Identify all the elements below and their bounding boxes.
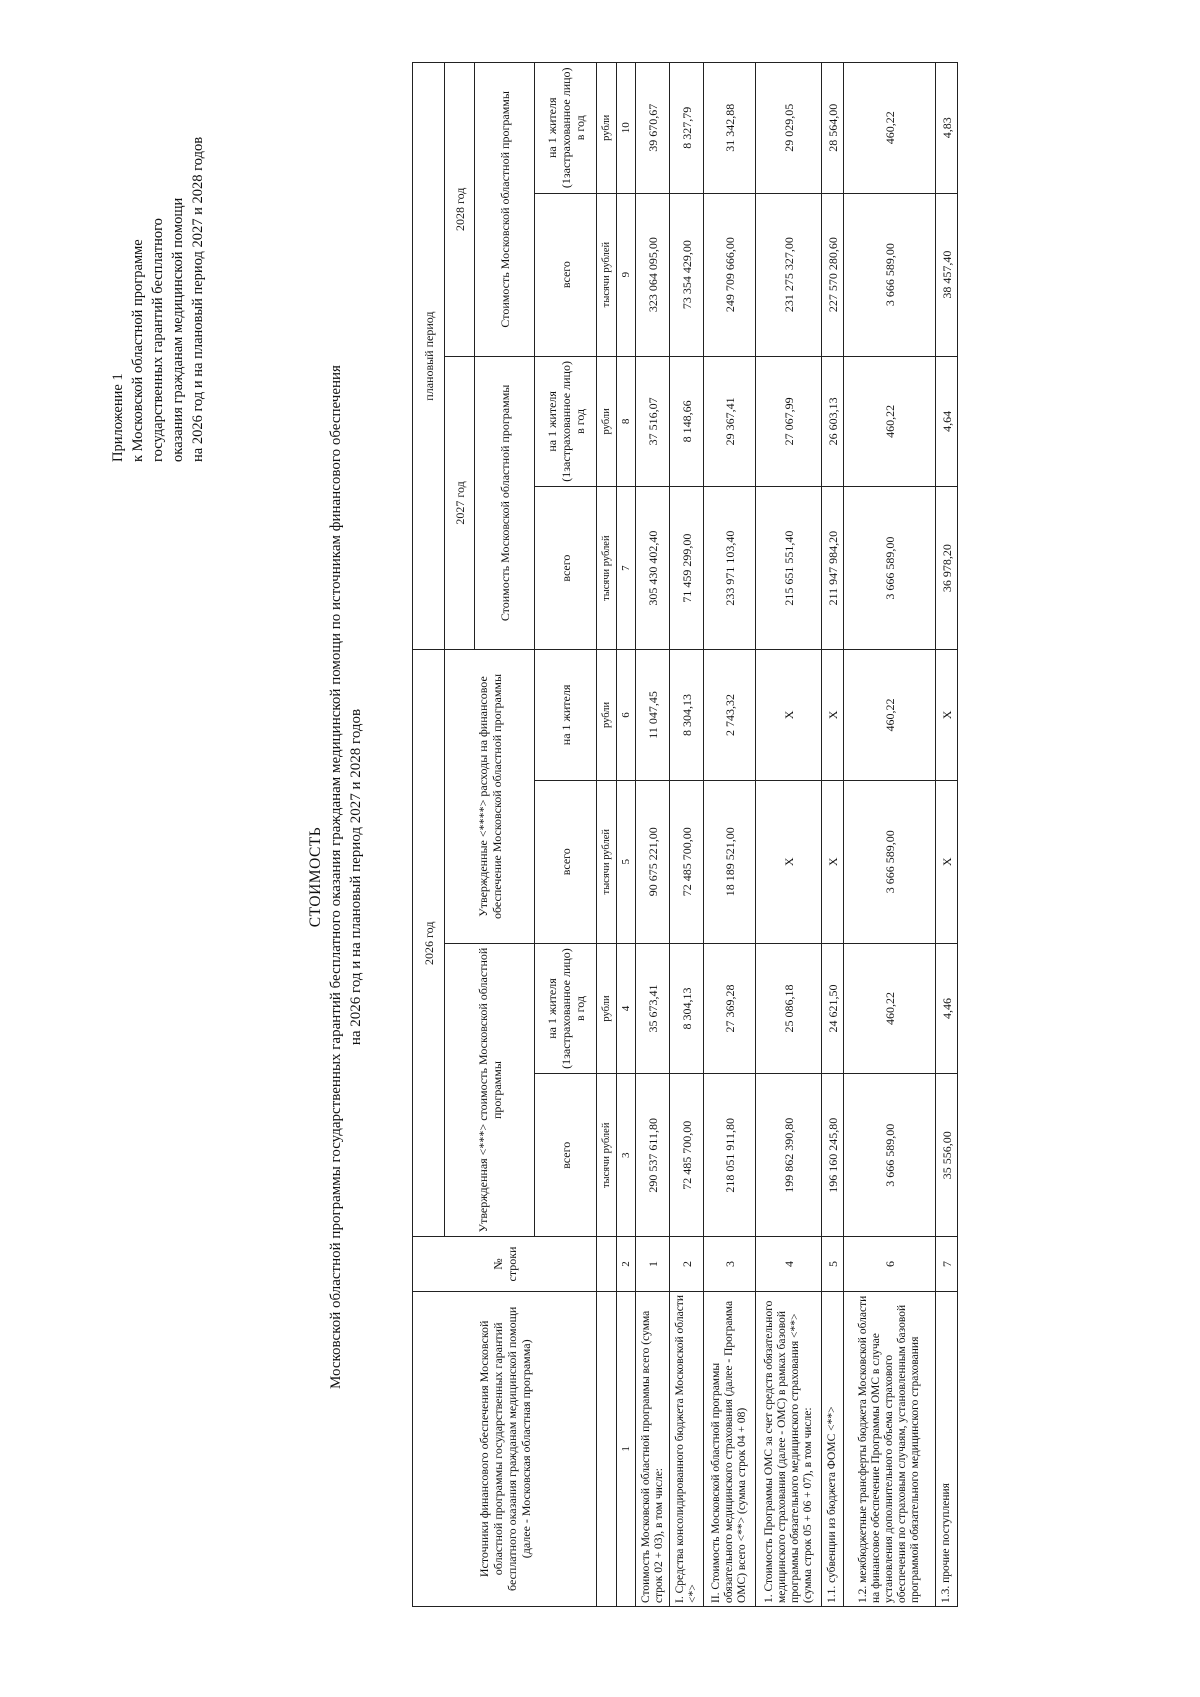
cell-2026-expenses-per-capita: X [756, 650, 822, 780]
table-row [756, 63, 822, 1607]
cell-2027-total: 233 971 103,40 [704, 487, 756, 650]
column-number: 2 [617, 1237, 636, 1291]
table-row [704, 63, 756, 1607]
appendix-line: Приложение 1 [110, 373, 126, 462]
cell-2026-expenses-per-capita: 460,22 [844, 650, 936, 780]
cell-2026-approved-per-capita: 24 621,50 [822, 943, 844, 1073]
header-per-resident: на 1 жителя [535, 650, 597, 780]
header-cost-2027: Стоимость Московской областной программы [475, 356, 535, 650]
cell-2027-total: 211 947 984,20 [822, 487, 844, 650]
column-number: 5 [617, 780, 636, 943]
unit-empty [597, 1237, 617, 1291]
cell-2026-expenses-per-capita: 11 047,45 [636, 650, 670, 780]
column-number: 9 [617, 193, 636, 356]
title-line-2: на 2026 год и на плановый период 2027 и 2028 годов [348, 708, 364, 1046]
unit-label: рубли [597, 356, 617, 486]
cell-2026-approved-per-capita: 25 086,18 [756, 943, 822, 1073]
row-number: 4 [756, 1237, 822, 1291]
row-number: 6 [844, 1237, 936, 1291]
document-title [306, 207, 366, 1547]
cell-2026-approved-total: 218 051 911,80 [704, 1074, 756, 1237]
column-number: 3 [617, 1074, 636, 1237]
cell-2027-per-capita: 4,64 [936, 356, 958, 486]
row-label: II. Стоимость Московской областной программы обязательного медицинского страхования (далее - Программа ОМС) всего <**> (сумма строк 04 + 08) [704, 1291, 756, 1606]
cell-2026-expenses-total: X [756, 780, 822, 943]
row-number: 5 [822, 1237, 844, 1291]
table-row [844, 63, 936, 1607]
cell-2027-total: 305 430 402,40 [636, 487, 670, 650]
unit-label: тысячи рублей [597, 1074, 617, 1237]
cell-2027-total: 215 651 551,40 [756, 487, 822, 650]
unit-label: рубли [597, 63, 617, 194]
cell-2028-total: 38 457,40 [936, 193, 958, 356]
cell-2026-approved-per-capita: 35 673,41 [636, 943, 670, 1073]
header-total: всего [535, 193, 597, 356]
row-number: 2 [670, 1237, 704, 1291]
cell-2026-approved-per-capita: 27 369,28 [704, 943, 756, 1073]
cell-2028-total: 231 275 327,00 [756, 193, 822, 356]
cell-2026-expenses-total: X [822, 780, 844, 943]
row-label: I. Средства консолидированного бюджета Московской области <*> [670, 1291, 704, 1606]
unit-empty [597, 1291, 617, 1606]
row-number: 3 [704, 1237, 756, 1291]
header-cost-2028: Стоимость Московской областной программы [475, 63, 535, 357]
cell-2027-total: 36 978,20 [936, 487, 958, 650]
cell-2026-approved-per-capita: 460,22 [844, 943, 936, 1073]
header-planned-period: плановый период [413, 63, 445, 650]
unit-label: тысячи рублей [597, 780, 617, 943]
column-number: 7 [617, 487, 636, 650]
header-approved-cost: Утвержденная <***> стоимость Московской областной программы [445, 943, 535, 1237]
cell-2026-approved-total: 3 666 589,00 [844, 1074, 936, 1237]
table-row [822, 63, 844, 1607]
row-label: Стоимость Московской областной программы всего (сумма строк 02 + 03), в том числе: [636, 1291, 670, 1606]
cell-2026-expenses-total: X [936, 780, 958, 943]
cell-2026-approved-total: 196 160 245,80 [822, 1074, 844, 1237]
header-total: всего [535, 487, 597, 650]
cell-2028-total: 323 064 095,00 [636, 193, 670, 356]
title-heading: СТОИМОСТЬ [307, 826, 324, 928]
cost-table [412, 62, 958, 1607]
cell-2027-per-capita: 29 367,41 [704, 356, 756, 486]
cell-2026-expenses-total: 72 485 700,00 [670, 780, 704, 943]
cell-2028-per-capita: 31 342,88 [704, 63, 756, 194]
header-source: Источники финансового обеспечения Московской областной программы государственных гарантий бесплатного оказания гражданам медицинской помощи (далее - Московская областная программа) [413, 1291, 597, 1606]
header-per-insured: на 1 жителя (1застрахованное лицо) в год [535, 63, 597, 194]
cell-2027-per-capita: 460,22 [844, 356, 936, 486]
header-row-no: № строки [413, 1237, 597, 1291]
row-label: 1.2. межбюджетные трансферты бюджета Московской области на финансовое обеспечение Программы ОМС в случае установления дополнительного объема страхового обеспечения по страховым случаям, установленным базовой программой обязательного медицинского страхования [844, 1291, 936, 1606]
table-row [936, 63, 958, 1607]
appendix-note [108, 42, 208, 462]
row-number: 7 [936, 1237, 958, 1291]
column-number: 1 [617, 1291, 636, 1606]
header-total: всего [535, 780, 597, 943]
column-number: 6 [617, 650, 636, 780]
cell-2026-approved-per-capita: 4,46 [936, 943, 958, 1073]
unit-label: тысячи рублей [597, 487, 617, 650]
table-row [636, 63, 670, 1607]
cell-2028-per-capita: 39 670,67 [636, 63, 670, 194]
cell-2027-per-capita: 37 516,07 [636, 356, 670, 486]
header-year-2028: 2028 год [445, 63, 475, 357]
row-label: 1. Стоимость Программы ОМС за счет средств обязательного медицинского страхования (далее - ОМС) в рамках базовой программы обязательного медицинского страхования <**> (сумма строк 05 + 06 + 07), в том числе: [756, 1291, 822, 1606]
column-number: 10 [617, 63, 636, 194]
appendix-line: государственных гарантий бесплатного [150, 218, 166, 462]
cell-2027-per-capita: 8 148,66 [670, 356, 704, 486]
cell-2026-approved-total: 199 862 390,80 [756, 1074, 822, 1237]
cell-2026-approved-per-capita: 8 304,13 [670, 943, 704, 1073]
cell-2028-per-capita: 460,22 [844, 63, 936, 194]
column-number: 4 [617, 943, 636, 1073]
header-year-2026: 2026 год [413, 650, 445, 1237]
row-number: 1 [636, 1237, 670, 1291]
cell-2028-per-capita: 29 029,05 [756, 63, 822, 194]
cell-2028-per-capita: 28 564,00 [822, 63, 844, 194]
cell-2028-per-capita: 8 327,79 [670, 63, 704, 194]
row-label: 1.3. прочие поступления [936, 1291, 958, 1606]
table-row [670, 63, 704, 1607]
appendix-line: на 2026 год и на плановый период 2027 и 2028 годов [190, 136, 206, 462]
cell-2027-per-capita: 27 067,99 [756, 356, 822, 486]
unit-label: тысячи рублей [597, 193, 617, 356]
cell-2028-total: 3 666 589,00 [844, 193, 936, 356]
appendix-line: к Московской областной программе [130, 239, 146, 462]
header-total: всего [535, 1074, 597, 1237]
column-number: 8 [617, 356, 636, 486]
cell-2026-expenses-per-capita: 8 304,13 [670, 650, 704, 780]
header-per-insured: на 1 жителя (1застрахованное лицо) в год [535, 943, 597, 1073]
cell-2027-total: 71 459 299,00 [670, 487, 704, 650]
cell-2028-per-capita: 4,83 [936, 63, 958, 194]
title-line-1: Московской областной программы государственных гарантий бесплатного оказания гражданам медицинской помощи по источникам финансового обеспечения [328, 365, 344, 1389]
cell-2026-expenses-per-capita: X [822, 650, 844, 780]
unit-label: рубли [597, 650, 617, 780]
cell-2027-total: 3 666 589,00 [844, 487, 936, 650]
cell-2026-expenses-total: 3 666 589,00 [844, 780, 936, 943]
cell-2026-expenses-per-capita: X [936, 650, 958, 780]
cell-2028-total: 249 709 666,00 [704, 193, 756, 356]
cell-2026-expenses-total: 90 675 221,00 [636, 780, 670, 943]
header-approved-expenses: Утвержденные <****> расходы на финансовое обеспечение Московской областной программы [445, 650, 535, 944]
cell-2028-total: 73 354 429,00 [670, 193, 704, 356]
cell-2026-approved-total: 35 556,00 [936, 1074, 958, 1237]
header-per-insured: на 1 жителя (1застрахованное лицо) в год [535, 356, 597, 486]
cell-2028-total: 227 570 280,60 [822, 193, 844, 356]
cell-2027-per-capita: 26 603,13 [822, 356, 844, 486]
cell-2026-expenses-per-capita: 2 743,32 [704, 650, 756, 780]
unit-label: рубли [597, 943, 617, 1073]
cell-2026-expenses-total: 18 189 521,00 [704, 780, 756, 943]
cell-2026-approved-total: 290 537 611,80 [636, 1074, 670, 1237]
appendix-line: оказания гражданам медицинской помощи [170, 197, 186, 462]
row-label: 1.1. субвенции из бюджета ФОМС <**> [822, 1291, 844, 1606]
header-year-2027: 2027 год [445, 356, 475, 650]
cell-2026-approved-total: 72 485 700,00 [670, 1074, 704, 1237]
